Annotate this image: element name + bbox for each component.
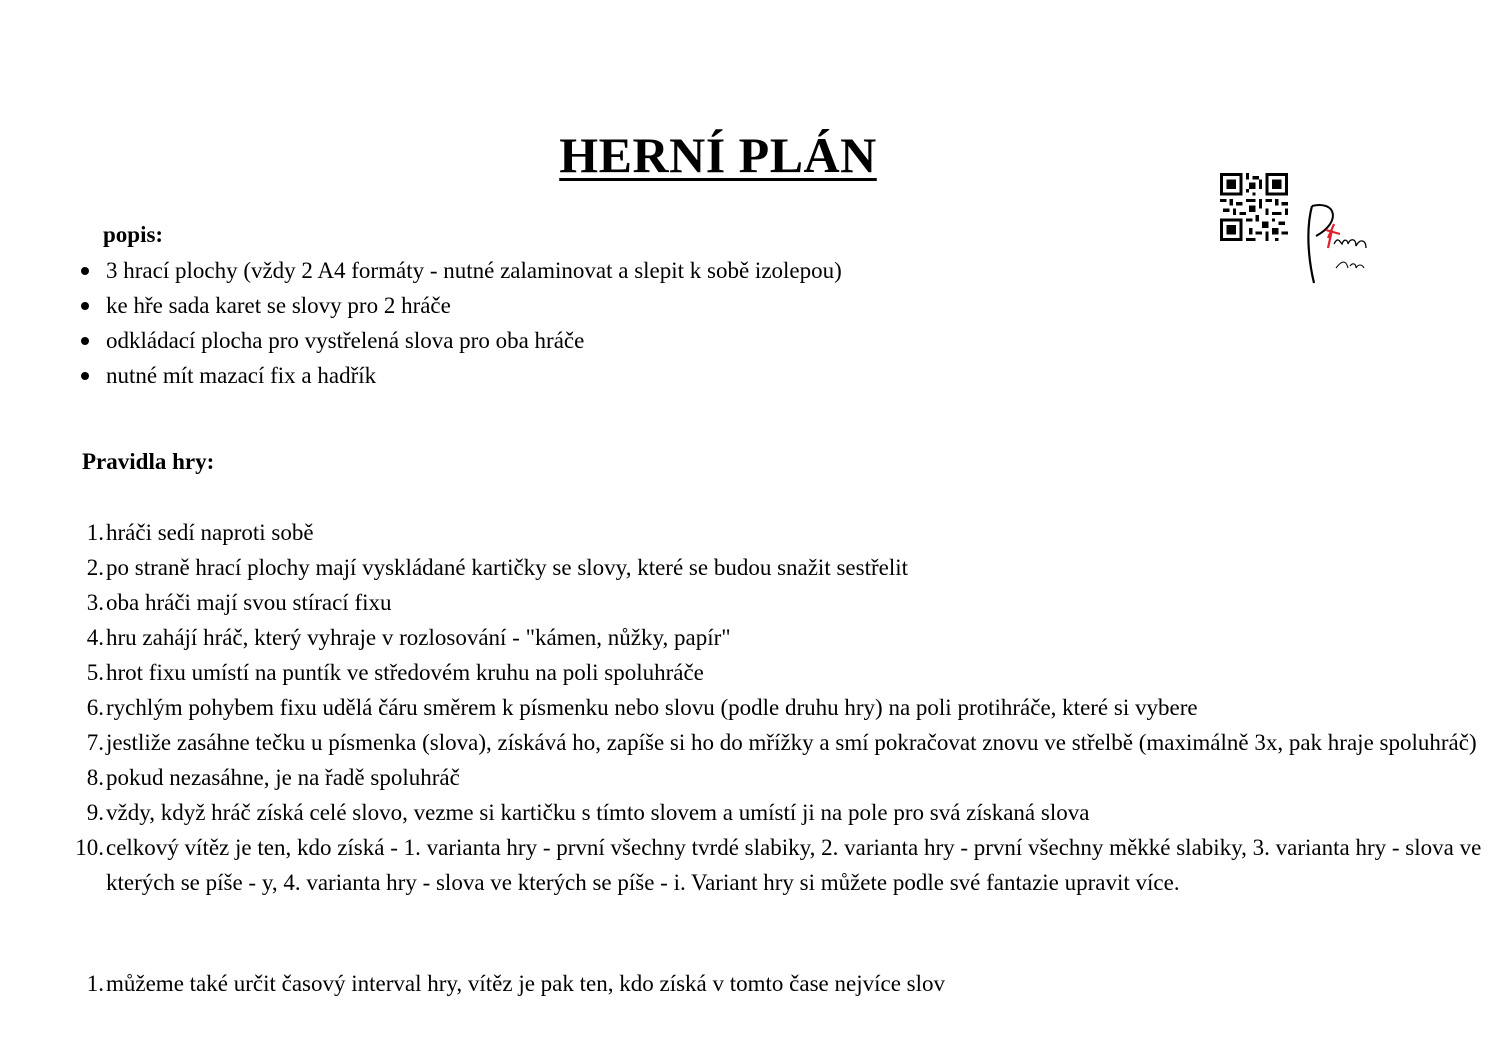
rules-heading: Pravidla hry: [82,449,215,474]
item-text: hráči sedí naproti sobě [106,520,314,545]
list-item [0,585,1500,620]
item-number: 1. [86,971,104,996]
list-item [0,655,1500,690]
item-number: 8. [86,765,104,790]
item-text: po straně hrací plochy mají vyskládané kartičky se slovy, které se budou snažit sestřelit [106,555,909,580]
item-text: můžeme také určit časový interval hry, vítěz je pak ten, kdo získá v tomto čase nejvíce slov [106,971,945,996]
page-title: HERNÍ PLÁN [559,127,877,183]
rules-list [0,515,1500,900]
list-item: odkládací plocha pro vystřelená slova pro oba hráče [0,323,1400,358]
list-item: ke hře sada karet se slovy pro 2 hráče [0,288,1400,323]
list-item: nutné mít mazací fix a hadřík [0,358,1400,393]
item-text: hrot fixu umístí na puntík ve středovém kruhu na poli spoluhráče [106,660,704,685]
item-text: rychlým pohybem fixu udělá čáru směrem k písmenku nebo slovu (podle druhu hry) na poli protihráče, které si vybere [106,695,1198,720]
item-number: 7. [86,730,104,755]
item-number: 10. [75,835,104,860]
item-number: 9. [86,800,104,825]
item-number: 3. [86,590,104,615]
list-item [0,795,1500,830]
list-item [0,760,1500,795]
list-item [0,690,1500,725]
item-number: 6. [86,695,104,720]
list-item: 3 hrací plochy (vždy 2 A4 formáty - nutné zalaminovat a slepit k sobě izolepou) [0,253,1400,288]
item-text: celkový vítěz je ten, kdo získá - 1. varianta hry - první všechny tvrdé slabiky, 2. varianta hry - první všechny měkké slabiky, 3. varianta hry - slova ve kterých se píše - y, 4. varianta hry - slova ve kterých se píše - i. Variant hry si můžete podle své fantazie upravit více. [106,835,1482,895]
item-text: jestliže zasáhne tečku u písmenka (slova), získává ho, zapíše si ho do mřížky a smí pokračovat znovu ve střelbě (maximálně 3x, pak hraje spoluhráč) [106,730,1477,755]
popis-heading: popis: [103,222,164,247]
item-text: hru zahájí hráč, který vyhraje v rozlosování - "kámen, nůžky, papír" [106,625,731,650]
item-text: pokud nezasáhne, je na řadě spoluhráč [106,765,460,790]
list-item [0,550,1500,585]
list-item [0,830,1500,900]
qr-code [1220,173,1288,241]
popis-list [0,253,1400,393]
item-number: 2. [86,555,104,580]
item-text: vždy, když hráč získá celé slovo, vezme si kartičku s tímto slovem a umístí ji na pole pro svá získaná slova [106,800,1090,825]
item-number: 4. [86,625,104,650]
extra-list [0,966,1500,1001]
list-item [0,725,1500,760]
item-number: 1. [86,520,104,545]
item-number: 5. [86,660,104,685]
list-item [0,966,1500,1001]
item-text: oba hráči mají svou stírací fixu [106,590,392,615]
list-item [0,620,1500,655]
list-item [0,515,1500,550]
